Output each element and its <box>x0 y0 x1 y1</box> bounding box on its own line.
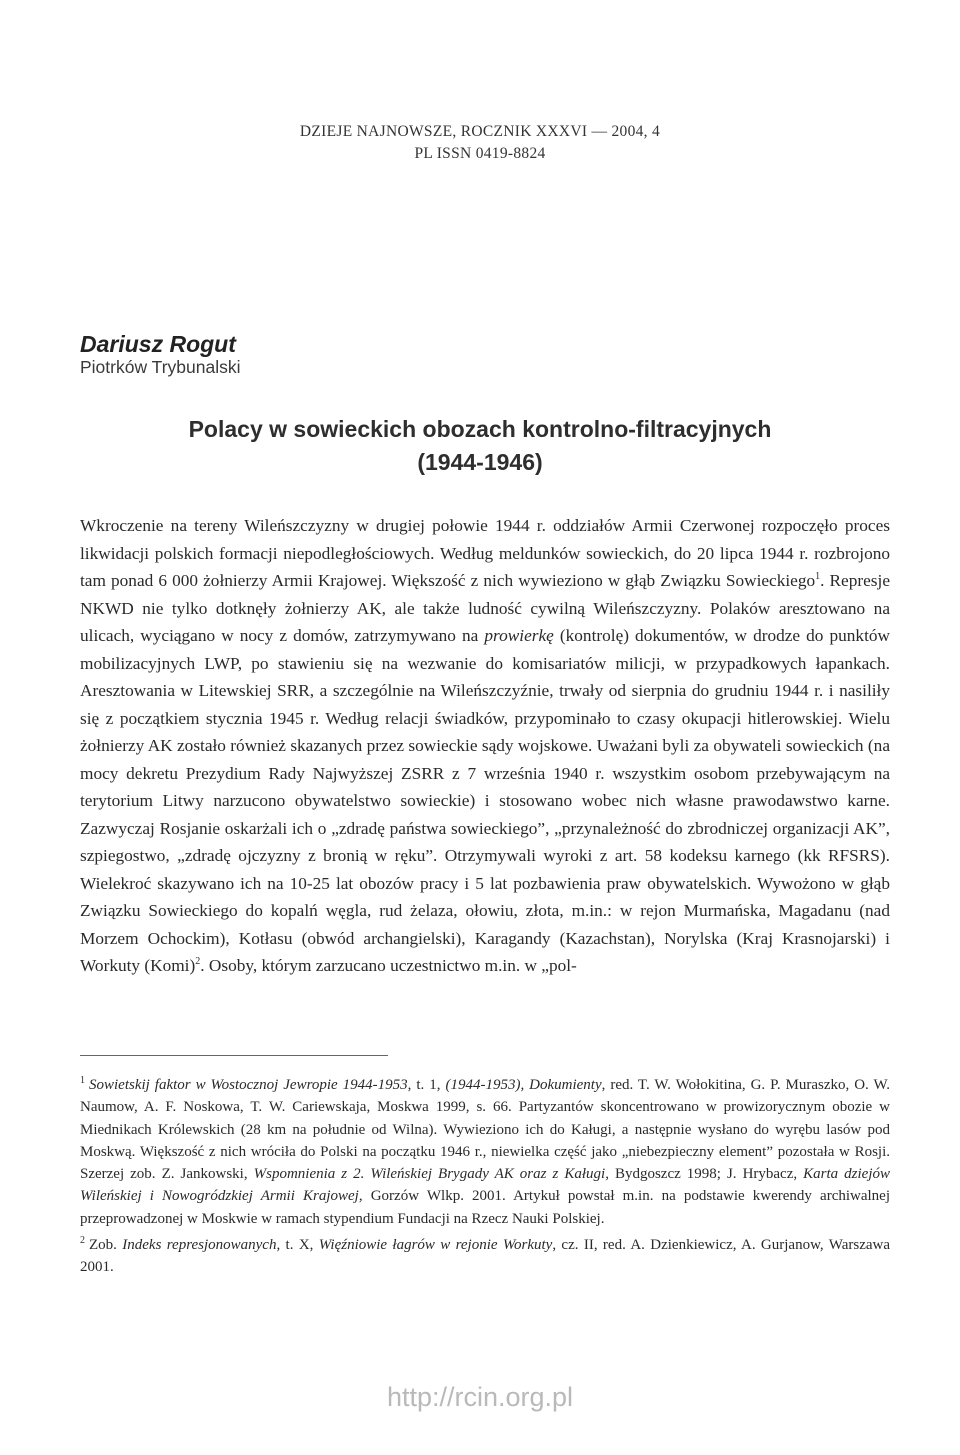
italic-title: Indeks represjonowanych <box>122 1237 277 1254</box>
text-run: , Bydgoszcz 1998; J. Hrybacz, <box>605 1166 804 1183</box>
text-run: , red. T. W. Wołokitina, G. P. Muraszko, O. W. Naumow, A. F. Noskowa, T. W. Cariewskaja, Moskwa 1999, s. 66. Partyzantów skoncentrowano w prowizorycznym obozie w Miednikach Królewskich (28 km na południe od Wilna). Wywieziono ich do Kaługi, a następnie wysłano do wyrębu lasów pod Moskwą. Większość z nich wróciła do Polski na początku 1946 r., niewielka część jako „niebezpieczny element” pozostała w Rosji. Szerzej zob. Z. Jankowski, <box>80 1077 891 1183</box>
footnote-number: 2 <box>80 1235 85 1247</box>
footnote-ref-1[interactable]: 1 <box>815 571 821 583</box>
text-run: Wkroczenie na tereny Wileńszczyzny w drugiej połowie 1944 r. oddziałów Armii Czerwonej rozpoczęło proces likwidacji polskich formacji niepodległościowych. Według meldunków sowieckich, do 20 lipca 1944 r. rozbrojono tam ponad 6 000 żołnierzy Armii Krajowej. Większość z nich wywieziono w głąb Związku Sowieckiego <box>80 516 890 590</box>
footnote-2 <box>80 1230 890 1279</box>
italic-title: Więźniowie łagrów w rejonie Workuty <box>318 1237 553 1254</box>
author-name: Dariusz Rogut <box>80 331 236 357</box>
title-line-1: Polacy w sowieckich obozach kontrolno-filtracyjnych <box>188 416 772 442</box>
italic-term: prowierkę <box>484 626 554 645</box>
text-run: , Gorzów Wlkp. 2001. Artykuł powstał m.in. na podstawie kwerendy archiwalnej przeprowadzonej w Moskwie w ramach stypendium Fundacji na Rzecz Nauki Polskiej. <box>80 1188 890 1227</box>
text-run: (kontrolę) dokumentów, w drodze do punktów mobilizacyjnych LWP, po stawieniu się na wezwanie do komisariatów milicji, w przypadkowych łapankach. Aresztowania w Litewskiej SRR, a szczególnie na Wileńszczyźnie, trwały od sierpnia do grudniu 1944 r. i nasiliły się z początkiem stycznia 1945 r. Według relacji świadków, przypominało to czasy okupacji hitlerowskiej. Wielu żołnierzy AK zostało również skazanych przez sowieckie sądy wojskowe. Uważani byli za obywateli sowieckich (na mocy dekretu Prezydium Rady Najwyższej ZSRR z 7 września 1940 r. wszystkim osobom przebywającym na terytorium Litwy narzucono obywatelstwo sowieckie) i stosowano wobec nich własne prawodawstwo karne. Zazwyczaj Rosjanie oskarżali ich o „zdradę państwa sowieckiego”, „przynależność do zbrodniczej organizacji AK”, szpiegostwo, „zdradę ojczyzny z bronią w ręku”. Otrzymywali wyroki z art. 58 kodeksu karnego (kk RFSRS). Wielekroć skazywano ich na 10-25 lat obozów pracy i 5 lat pozbawienia praw obywatelskich. Wywożono w głąb Związku Sowieckiego do kopalń węgla, rud żelaza, ołowiu, złota, m.in.: w rejon Murmańska, Magadanu (nad Morzem Ochockim), Kotłasu (obwód archangielski), Karagandy (Kazachstan), Norylska (Kraj Krasnojarski) i Workuty (Komi) <box>80 626 890 975</box>
text-run: . Represje NKWD nie tylko dotknęły żołnierzy AK, ale także ludność cywilną Wileńszczyzny. Polaków aresztowano na ulicach, wyciągano w nocy z domów, zatrzymywano na <box>80 571 890 645</box>
article-title <box>80 413 880 479</box>
author-affiliation: Piotrków Trybunalski <box>80 357 241 377</box>
journal-line: DZIEJE NAJNOWSZE, ROCZNIK XXXVI — 2004, 4 <box>299 123 661 140</box>
issn-line: PL ISSN 0419-8824 <box>414 145 546 162</box>
journal-header <box>0 121 960 165</box>
italic-title: Wspomnienia z 2. Wileńskiej Brygady AK oraz z Kaługi <box>253 1166 606 1183</box>
text-run: , cz. II, red. A. Dzienkiewicz, A. Gurjanow, Warszawa 2001. <box>80 1237 891 1276</box>
italic-title: Karta dziejów Wileńskiej i Nowogródzkiej Armii Krajowej <box>80 1166 890 1205</box>
text-run: , t. X, <box>276 1237 319 1254</box>
text-run: Zob. <box>89 1237 123 1254</box>
body-text <box>80 512 890 980</box>
text-run: . Osoby, którym zarzucano uczestnictwo m.in. w „pol- <box>200 956 577 975</box>
text-run: , t. 1, <box>407 1077 446 1093</box>
title-line-2: (1944-1946) <box>417 449 543 475</box>
body-paragraph <box>80 512 890 980</box>
footnote-separator <box>80 1055 388 1056</box>
footnote-ref-2[interactable]: 2 <box>195 956 201 968</box>
footnote-number: 1 <box>80 1075 85 1086</box>
footnotes <box>80 1070 890 1279</box>
footnote-1 <box>80 1070 890 1230</box>
source-watermark: http://rcin.org.pl <box>386 1382 574 1412</box>
italic-title: (1944-1953), Dokumienty <box>445 1077 602 1093</box>
italic-title: Sowietskij faktor w Wostocznoj Jewropie 1944-1953 <box>89 1077 408 1093</box>
